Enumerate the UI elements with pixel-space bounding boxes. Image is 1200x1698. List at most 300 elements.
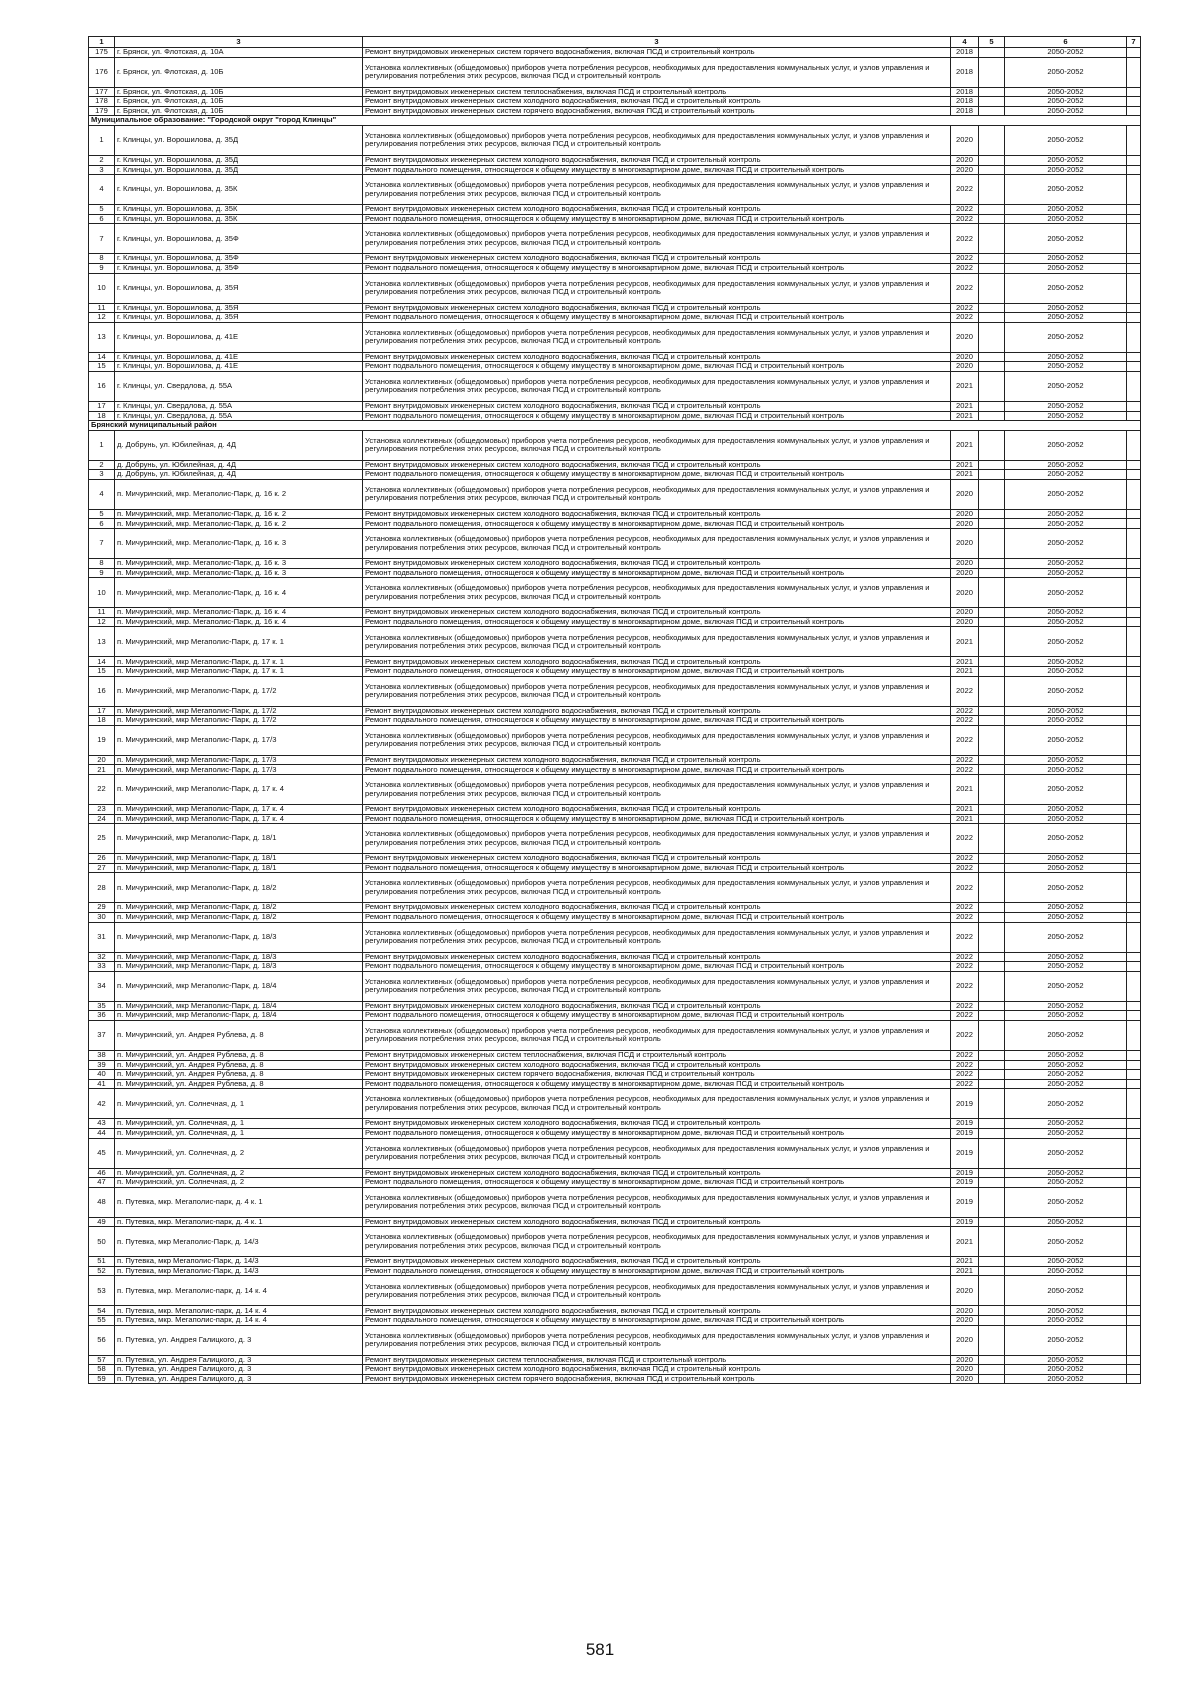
period-cell: 2050-2052	[1005, 568, 1127, 578]
table-row	[89, 1178, 1141, 1188]
work-type-cell: Установка коллективных (общедомовых) приборов учета потребления ресурсов, необходимых для предоставления коммунальных услуг, и узлов управления и регулирования потребления этих ресурсов, включая ПСД и строительный контроль	[363, 824, 951, 854]
empty-cell	[979, 903, 1005, 913]
year-cell: 2022	[951, 1011, 979, 1021]
row-number-cell: 42	[89, 1089, 115, 1119]
row-number-cell: 179	[89, 106, 115, 116]
section-row	[89, 116, 1141, 126]
row-number-cell: 13	[89, 627, 115, 657]
row-number-cell: 10	[89, 578, 115, 608]
row-number-cell: 4	[89, 175, 115, 205]
address-cell: п. Путевка, мкр. Мегаполис-парк, д. 4 к. 1	[115, 1217, 363, 1227]
period-cell: 2050-2052	[1005, 814, 1127, 824]
empty-cell	[1127, 716, 1141, 726]
address-cell: г. Клинцы, ул. Ворошилова, д. 35Д	[115, 165, 363, 175]
table-row	[89, 1070, 1141, 1080]
year-cell: 2019	[951, 1187, 979, 1217]
empty-cell	[979, 1050, 1005, 1060]
work-type-cell: Установка коллективных (общедомовых) приборов учета потребления ресурсов, необходимых для предоставления коммунальных услуг, и узлов управления и регулирования потребления этих ресурсов, включая ПСД и строительный контроль	[363, 175, 951, 205]
work-type-cell: Ремонт подвального помещения, относящегося к общему имуществу в многоквартирном доме, включая ПСД и строительный контроль	[363, 313, 951, 323]
empty-cell	[1127, 725, 1141, 755]
work-type-cell: Установка коллективных (общедомовых) приборов учета потребления ресурсов, необходимых для предоставления коммунальных услуг, и узлов управления и регулирования потребления этих ресурсов, включая ПСД и строительный контроль	[363, 1325, 951, 1355]
address-cell: п. Мичуринский, мкр. Мегаполис-Парк, д. 16 к. 2	[115, 479, 363, 509]
table-row	[89, 1138, 1141, 1168]
empty-cell	[979, 971, 1005, 1001]
empty-cell	[979, 529, 1005, 559]
empty-cell	[979, 805, 1005, 815]
empty-cell	[1127, 479, 1141, 509]
empty-cell	[1127, 1020, 1141, 1050]
row-number-cell: 54	[89, 1306, 115, 1316]
row-number-cell: 15	[89, 667, 115, 677]
address-cell: п. Мичуринский, ул. Андрея Рублева, д. 8	[115, 1020, 363, 1050]
period-cell: 2050-2052	[1005, 519, 1127, 529]
year-cell: 2021	[951, 657, 979, 667]
empty-cell	[1127, 903, 1141, 913]
table-row	[89, 273, 1141, 303]
table-row	[89, 430, 1141, 460]
year-cell: 2019	[951, 1089, 979, 1119]
period-cell: 2050-2052	[1005, 805, 1127, 815]
row-number-cell: 12	[89, 313, 115, 323]
work-type-cell: Установка коллективных (общедомовых) приборов учета потребления ресурсов, необходимых для предоставления коммунальных услуг, и узлов управления и регулирования потребления этих ресурсов, включая ПСД и строительный контроль	[363, 125, 951, 155]
address-cell: п. Мичуринский, мкр Мегаполис-Парк, д. 17/2	[115, 716, 363, 726]
period-cell: 2050-2052	[1005, 971, 1127, 1001]
work-type-cell: Ремонт внутридомовых инженерных систем горячего водоснабжения, включая ПСД и строительный контроль	[363, 1374, 951, 1384]
row-number-cell: 33	[89, 962, 115, 972]
period-cell: 2050-2052	[1005, 371, 1127, 401]
work-type-cell: Ремонт внутридомовых инженерных систем холодного водоснабжения, включая ПСД и строительный контроль	[363, 1060, 951, 1070]
table-row	[89, 1011, 1141, 1021]
empty-cell	[1127, 814, 1141, 824]
table-row	[89, 371, 1141, 401]
address-cell: г. Клинцы, ул. Свердлова, д. 55А	[115, 401, 363, 411]
address-cell: п. Путевка, мкр. Мегаполис-парк, д. 14 к. 4	[115, 1276, 363, 1306]
empty-cell	[979, 1001, 1005, 1011]
work-type-cell: Ремонт внутридомовых инженерных систем теплоснабжения, включая ПСД и строительный контроль	[363, 1050, 951, 1060]
empty-cell	[1127, 854, 1141, 864]
table-row	[89, 57, 1141, 87]
year-cell: 2022	[951, 1050, 979, 1060]
work-type-cell: Ремонт внутридомовых инженерных систем горячего водоснабжения, включая ПСД и строительный контроль	[363, 106, 951, 116]
address-cell: п. Мичуринский, мкр Мегаполис-Парк, д. 18/3	[115, 952, 363, 962]
table-row	[89, 1217, 1141, 1227]
address-cell: г. Брянск, ул. Флотская, д. 10Б	[115, 87, 363, 97]
address-cell: п. Мичуринский, мкр Мегаполис-Парк, д. 18/2	[115, 903, 363, 913]
year-cell: 2020	[951, 362, 979, 372]
year-cell: 2021	[951, 411, 979, 421]
table-row	[89, 863, 1141, 873]
empty-cell	[979, 175, 1005, 205]
period-cell: 2050-2052	[1005, 824, 1127, 854]
address-cell: п. Мичуринский, мкр Мегаполис-Парк, д. 18/1	[115, 863, 363, 873]
row-number-cell: 57	[89, 1355, 115, 1365]
work-type-cell: Установка коллективных (общедомовых) приборов учета потребления ресурсов, необходимых для предоставления коммунальных услуг, и узлов управления и регулирования потребления этих ресурсов, включая ПСД и строительный контроль	[363, 971, 951, 1001]
empty-cell	[979, 519, 1005, 529]
empty-cell	[979, 1178, 1005, 1188]
year-cell: 2022	[951, 716, 979, 726]
table-row	[89, 1050, 1141, 1060]
address-cell: г. Клинцы, ул. Ворошилова, д. 35Ф	[115, 254, 363, 264]
year-cell: 2021	[951, 627, 979, 657]
address-cell: п. Путевка, ул. Андрея Галицкого, д. 3	[115, 1365, 363, 1375]
address-cell: п. Мичуринский, мкр Мегаполис-Парк, д. 17 к. 4	[115, 805, 363, 815]
table-row	[89, 87, 1141, 97]
empty-cell	[979, 106, 1005, 116]
empty-cell	[1127, 175, 1141, 205]
empty-cell	[979, 214, 1005, 224]
empty-cell	[979, 912, 1005, 922]
table-row	[89, 1276, 1141, 1306]
year-cell: 2021	[951, 460, 979, 470]
year-cell: 2022	[951, 214, 979, 224]
row-number-cell: 11	[89, 303, 115, 313]
empty-cell	[979, 97, 1005, 107]
row-number-cell: 176	[89, 57, 115, 87]
address-cell: г. Брянск, ул. Флотская, д. 10Б	[115, 97, 363, 107]
period-cell: 2050-2052	[1005, 155, 1127, 165]
work-type-cell: Ремонт подвального помещения, относящегося к общему имуществу в многоквартирном доме, включая ПСД и строительный контроль	[363, 863, 951, 873]
empty-cell	[1127, 617, 1141, 627]
row-number-cell: 2	[89, 155, 115, 165]
table-row	[89, 401, 1141, 411]
period-cell: 2050-2052	[1005, 362, 1127, 372]
row-number-cell: 16	[89, 676, 115, 706]
document-sheet	[88, 36, 1140, 1384]
period-cell: 2050-2052	[1005, 1325, 1127, 1355]
empty-cell	[979, 716, 1005, 726]
year-cell: 2022	[951, 175, 979, 205]
year-cell: 2019	[951, 1128, 979, 1138]
empty-cell	[979, 322, 1005, 352]
table-row	[89, 313, 1141, 323]
empty-cell	[1127, 1325, 1141, 1355]
empty-cell	[1127, 559, 1141, 569]
period-cell: 2050-2052	[1005, 411, 1127, 421]
year-cell: 2021	[951, 430, 979, 460]
table-row	[89, 254, 1141, 264]
period-cell: 2050-2052	[1005, 912, 1127, 922]
empty-cell	[1127, 155, 1141, 165]
period-cell: 2050-2052	[1005, 765, 1127, 775]
table-row	[89, 805, 1141, 815]
address-cell: п. Мичуринский, ул. Андрея Рублева, д. 8	[115, 1060, 363, 1070]
row-number-cell: 9	[89, 568, 115, 578]
empty-cell	[1127, 608, 1141, 618]
address-cell: п. Мичуринский, мкр Мегаполис-Парк, д. 18/2	[115, 912, 363, 922]
address-cell: п. Мичуринский, ул. Андрея Рублева, д. 8	[115, 1079, 363, 1089]
empty-cell	[979, 470, 1005, 480]
work-type-cell: Ремонт подвального помещения, относящегося к общему имуществу в многоквартирном доме, включая ПСД и строительный контроль	[363, 667, 951, 677]
row-number-cell: 177	[89, 87, 115, 97]
row-number-cell: 59	[89, 1374, 115, 1384]
table-row	[89, 617, 1141, 627]
empty-cell	[1127, 765, 1141, 775]
work-type-cell: Ремонт внутридомовых инженерных систем теплоснабжения, включая ПСД и строительный контроль	[363, 1355, 951, 1365]
work-type-cell: Установка коллективных (общедомовых) приборов учета потребления ресурсов, необходимых для предоставления коммунальных услуг, и узлов управления и регулирования потребления этих ресурсов, включая ПСД и строительный контроль	[363, 725, 951, 755]
address-cell: п. Мичуринский, мкр Мегаполис-Парк, д. 18/1	[115, 854, 363, 864]
period-cell: 2050-2052	[1005, 1257, 1127, 1267]
year-cell: 2020	[951, 617, 979, 627]
empty-cell	[979, 608, 1005, 618]
year-cell: 2019	[951, 1119, 979, 1129]
empty-cell	[979, 263, 1005, 273]
work-type-cell: Ремонт подвального помещения, относящегося к общему имуществу в многоквартирном доме, включая ПСД и строительный контроль	[363, 1079, 951, 1089]
address-cell: п. Мичуринский, мкр Мегаполис-Парк, д. 17/3	[115, 765, 363, 775]
address-cell: п. Мичуринский, мкр Мегаполис-Парк, д. 17/2	[115, 676, 363, 706]
year-cell: 2021	[951, 805, 979, 815]
work-type-cell: Установка коллективных (общедомовых) приборов учета потребления ресурсов, необходимых для предоставления коммунальных услуг, и узлов управления и регулирования потребления этих ресурсов, включая ПСД и строительный контроль	[363, 479, 951, 509]
empty-cell	[1127, 1178, 1141, 1188]
empty-cell	[979, 1257, 1005, 1267]
table-row	[89, 657, 1141, 667]
table-row	[89, 578, 1141, 608]
work-type-cell: Ремонт внутридомовых инженерных систем холодного водоснабжения, включая ПСД и строительный контроль	[363, 401, 951, 411]
address-cell: г. Клинцы, ул. Ворошилова, д. 35Я	[115, 313, 363, 323]
empty-cell	[979, 617, 1005, 627]
work-type-cell: Ремонт внутридомовых инженерных систем горячего водоснабжения, включая ПСД и строительный контроль	[363, 48, 951, 58]
header-cell: 6	[1005, 37, 1127, 48]
row-number-cell: 10	[89, 273, 115, 303]
row-number-cell: 3	[89, 470, 115, 480]
address-cell: п. Путевка, мкр. Мегаполис-парк, д. 14 к. 4	[115, 1316, 363, 1326]
work-type-cell: Ремонт внутридомовых инженерных систем холодного водоснабжения, включая ПСД и строительный контроль	[363, 657, 951, 667]
work-type-cell: Установка коллективных (общедомовых) приборов учета потребления ресурсов, необходимых для предоставления коммунальных услуг, и узлов управления и регулирования потребления этих ресурсов, включая ПСД и строительный контроль	[363, 1020, 951, 1050]
row-number-cell: 31	[89, 922, 115, 952]
table-row	[89, 1001, 1141, 1011]
work-type-cell: Ремонт внутридомовых инженерных систем холодного водоснабжения, включая ПСД и строительный контроль	[363, 303, 951, 313]
empty-cell	[979, 1316, 1005, 1326]
empty-cell	[979, 165, 1005, 175]
row-number-cell: 52	[89, 1266, 115, 1276]
period-cell: 2050-2052	[1005, 873, 1127, 903]
empty-cell	[1127, 1089, 1141, 1119]
period-cell: 2050-2052	[1005, 1070, 1127, 1080]
period-cell: 2050-2052	[1005, 352, 1127, 362]
address-cell: п. Путевка, ул. Андрея Галицкого, д. 3	[115, 1374, 363, 1384]
row-number-cell: 47	[89, 1178, 115, 1188]
row-number-cell: 36	[89, 1011, 115, 1021]
empty-cell	[979, 125, 1005, 155]
work-type-cell: Ремонт подвального помещения, относящегося к общему имуществу в многоквартирном доме, включая ПСД и строительный контроль	[363, 411, 951, 421]
table-row	[89, 205, 1141, 215]
empty-cell	[1127, 352, 1141, 362]
row-number-cell: 17	[89, 706, 115, 716]
year-cell: 2022	[951, 1060, 979, 1070]
address-cell: п. Мичуринский, ул. Андрея Рублева, д. 8	[115, 1050, 363, 1060]
row-number-cell: 1	[89, 430, 115, 460]
work-type-cell: Ремонт внутридомовых инженерных систем холодного водоснабжения, включая ПСД и строительный контроль	[363, 1365, 951, 1375]
row-number-cell: 41	[89, 1079, 115, 1089]
table-row	[89, 559, 1141, 569]
table-row	[89, 529, 1141, 559]
empty-cell	[1127, 529, 1141, 559]
period-cell: 2050-2052	[1005, 1316, 1127, 1326]
period-cell: 2050-2052	[1005, 470, 1127, 480]
work-type-cell: Ремонт подвального помещения, относящегося к общему имуществу в многоквартирном доме, включая ПСД и строительный контроль	[363, 1011, 951, 1021]
empty-cell	[1127, 1316, 1141, 1326]
work-type-cell: Установка коллективных (общедомовых) приборов учета потребления ресурсов, необходимых для предоставления коммунальных услуг, и узлов управления и регулирования потребления этих ресурсов, включая ПСД и строительный контроль	[363, 430, 951, 460]
work-type-cell: Ремонт внутридомовых инженерных систем холодного водоснабжения, включая ПСД и строительный контроль	[363, 1217, 951, 1227]
empty-cell	[979, 224, 1005, 254]
row-number-cell: 49	[89, 1217, 115, 1227]
address-cell: п. Путевка, ул. Андрея Галицкого, д. 3	[115, 1325, 363, 1355]
empty-cell	[979, 509, 1005, 519]
work-type-cell: Ремонт подвального помещения, относящегося к общему имуществу в многоквартирном доме, включая ПСД и строительный контроль	[363, 263, 951, 273]
empty-cell	[979, 873, 1005, 903]
address-cell: п. Мичуринский, мкр. Мегаполис-Парк, д. 16 к. 4	[115, 578, 363, 608]
work-type-cell: Ремонт внутридомовых инженерных систем холодного водоснабжения, включая ПСД и строительный контроль	[363, 1168, 951, 1178]
year-cell: 2020	[951, 1276, 979, 1306]
address-cell: г. Клинцы, ул. Ворошилова, д. 35Д	[115, 125, 363, 155]
work-type-cell: Установка коллективных (общедомовых) приборов учета потребления ресурсов, необходимых для предоставления коммунальных услуг, и узлов управления и регулирования потребления этих ресурсов, включая ПСД и строительный контроль	[363, 627, 951, 657]
empty-cell	[979, 57, 1005, 87]
header-cell: 3	[115, 37, 363, 48]
work-type-cell: Установка коллективных (общедомовых) приборов учета потребления ресурсов, необходимых для предоставления коммунальных услуг, и узлов управления и регулирования потребления этих ресурсов, включая ПСД и строительный контроль	[363, 57, 951, 87]
year-cell: 2020	[951, 322, 979, 352]
year-cell: 2022	[951, 903, 979, 913]
work-type-cell: Установка коллективных (общедомовых) приборов учета потребления ресурсов, необходимых для предоставления коммунальных услуг, и узлов управления и регулирования потребления этих ресурсов, включая ПСД и строительный контроль	[363, 578, 951, 608]
period-cell: 2050-2052	[1005, 322, 1127, 352]
empty-cell	[1127, 205, 1141, 215]
period-cell: 2050-2052	[1005, 529, 1127, 559]
period-cell: 2050-2052	[1005, 1089, 1127, 1119]
year-cell: 2022	[951, 224, 979, 254]
header-cell: 1	[89, 37, 115, 48]
table-header	[89, 37, 1141, 48]
period-cell: 2050-2052	[1005, 1020, 1127, 1050]
address-cell: п. Мичуринский, мкр. Мегаполис-Парк, д. 16 к. 3	[115, 559, 363, 569]
empty-cell	[979, 1276, 1005, 1306]
address-cell: п. Путевка, мкр Мегаполис-Парк, д. 14/3	[115, 1266, 363, 1276]
empty-cell	[1127, 755, 1141, 765]
empty-cell	[979, 1365, 1005, 1375]
period-cell: 2050-2052	[1005, 263, 1127, 273]
address-cell: г. Клинцы, ул. Ворошилова, д. 41Е	[115, 322, 363, 352]
empty-cell	[979, 87, 1005, 97]
table-row	[89, 48, 1141, 58]
work-type-cell: Установка коллективных (общедомовых) приборов учета потребления ресурсов, необходимых для предоставления коммунальных услуг, и узлов управления и регулирования потребления этих ресурсов, включая ПСД и строительный контроль	[363, 1138, 951, 1168]
empty-cell	[1127, 824, 1141, 854]
empty-cell	[979, 1079, 1005, 1089]
row-number-cell: 50	[89, 1227, 115, 1257]
work-type-cell: Ремонт подвального помещения, относящегося к общему имуществу в многоквартирном доме, включая ПСД и строительный контроль	[363, 912, 951, 922]
empty-cell	[979, 775, 1005, 805]
work-type-cell: Ремонт внутридомовых инженерных систем холодного водоснабжения, включая ПСД и строительный контроль	[363, 805, 951, 815]
table-row	[89, 922, 1141, 952]
row-number-cell: 32	[89, 952, 115, 962]
row-number-cell: 9	[89, 263, 115, 273]
address-cell: п. Мичуринский, мкр Мегаполис-Парк, д. 17 к. 1	[115, 657, 363, 667]
period-cell: 2050-2052	[1005, 725, 1127, 755]
empty-cell	[979, 824, 1005, 854]
period-cell: 2050-2052	[1005, 1001, 1127, 1011]
table-row	[89, 352, 1141, 362]
table-row	[89, 1020, 1141, 1050]
empty-cell	[979, 1325, 1005, 1355]
period-cell: 2050-2052	[1005, 214, 1127, 224]
address-cell: п. Мичуринский, мкр Мегаполис-Парк, д. 18/4	[115, 1001, 363, 1011]
row-number-cell: 25	[89, 824, 115, 854]
address-cell: д. Добрунь, ул. Юбилейная, д. 4Д	[115, 460, 363, 470]
table-row	[89, 97, 1141, 107]
year-cell: 2018	[951, 57, 979, 87]
table-row	[89, 873, 1141, 903]
row-number-cell: 18	[89, 411, 115, 421]
work-type-cell: Ремонт внутридомовых инженерных систем холодного водоснабжения, включая ПСД и строительный контроль	[363, 1119, 951, 1129]
row-number-cell: 44	[89, 1128, 115, 1138]
work-type-cell: Ремонт внутридомовых инженерных систем холодного водоснабжения, включая ПСД и строительный контроль	[363, 205, 951, 215]
work-type-cell: Ремонт подвального помещения, относящегося к общему имуществу в многоквартирном доме, включая ПСД и строительный контроль	[363, 1178, 951, 1188]
empty-cell	[979, 1266, 1005, 1276]
row-number-cell: 14	[89, 657, 115, 667]
header-cell: 4	[951, 37, 979, 48]
year-cell: 2022	[951, 205, 979, 215]
table-row	[89, 263, 1141, 273]
year-cell: 2022	[951, 303, 979, 313]
period-cell: 2050-2052	[1005, 775, 1127, 805]
year-cell: 2020	[951, 578, 979, 608]
period-cell: 2050-2052	[1005, 952, 1127, 962]
address-cell: г. Брянск, ул. Флотская, д. 10Б	[115, 57, 363, 87]
empty-cell	[1127, 627, 1141, 657]
table-row	[89, 1128, 1141, 1138]
period-cell: 2050-2052	[1005, 559, 1127, 569]
address-cell: п. Путевка, мкр. Мегаполис-парк, д. 14 к. 4	[115, 1306, 363, 1316]
empty-cell	[1127, 371, 1141, 401]
empty-cell	[1127, 1050, 1141, 1060]
table-row	[89, 912, 1141, 922]
period-cell: 2050-2052	[1005, 716, 1127, 726]
work-type-cell: Установка коллективных (общедомовых) приборов учета потребления ресурсов, необходимых для предоставления коммунальных услуг, и узлов управления и регулирования потребления этих ресурсов, включая ПСД и строительный контроль	[363, 322, 951, 352]
row-number-cell: 1	[89, 125, 115, 155]
year-cell: 2020	[951, 125, 979, 155]
table-row	[89, 1119, 1141, 1129]
empty-cell	[1127, 254, 1141, 264]
period-cell: 2050-2052	[1005, 254, 1127, 264]
period-cell: 2050-2052	[1005, 854, 1127, 864]
empty-cell	[979, 1168, 1005, 1178]
empty-cell	[979, 1187, 1005, 1217]
empty-cell	[979, 479, 1005, 509]
period-cell: 2050-2052	[1005, 676, 1127, 706]
year-cell: 2020	[951, 1316, 979, 1326]
empty-cell	[1127, 1011, 1141, 1021]
table-row	[89, 725, 1141, 755]
empty-cell	[1127, 362, 1141, 372]
address-cell: п. Мичуринский, мкр Мегаполис-Парк, д. 17/3	[115, 755, 363, 765]
empty-cell	[979, 725, 1005, 755]
empty-cell	[979, 205, 1005, 215]
year-cell: 2021	[951, 1266, 979, 1276]
empty-cell	[979, 1128, 1005, 1138]
work-type-cell: Ремонт внутридомовых инженерных систем холодного водоснабжения, включая ПСД и строительный контроль	[363, 903, 951, 913]
address-cell: г. Клинцы, ул. Свердлова, д. 55А	[115, 371, 363, 401]
period-cell: 2050-2052	[1005, 1355, 1127, 1365]
row-number-cell: 51	[89, 1257, 115, 1267]
row-number-cell: 5	[89, 205, 115, 215]
row-number-cell: 39	[89, 1060, 115, 1070]
table-row	[89, 322, 1141, 352]
period-cell: 2050-2052	[1005, 627, 1127, 657]
work-type-cell: Ремонт внутридомовых инженерных систем холодного водоснабжения, включая ПСД и строительный контроль	[363, 755, 951, 765]
empty-cell	[979, 1070, 1005, 1080]
repair-schedule-table	[88, 36, 1141, 1384]
empty-cell	[979, 430, 1005, 460]
address-cell: п. Путевка, ул. Андрея Галицкого, д. 3	[115, 1355, 363, 1365]
table-row	[89, 903, 1141, 913]
table-row	[89, 224, 1141, 254]
empty-cell	[1127, 509, 1141, 519]
